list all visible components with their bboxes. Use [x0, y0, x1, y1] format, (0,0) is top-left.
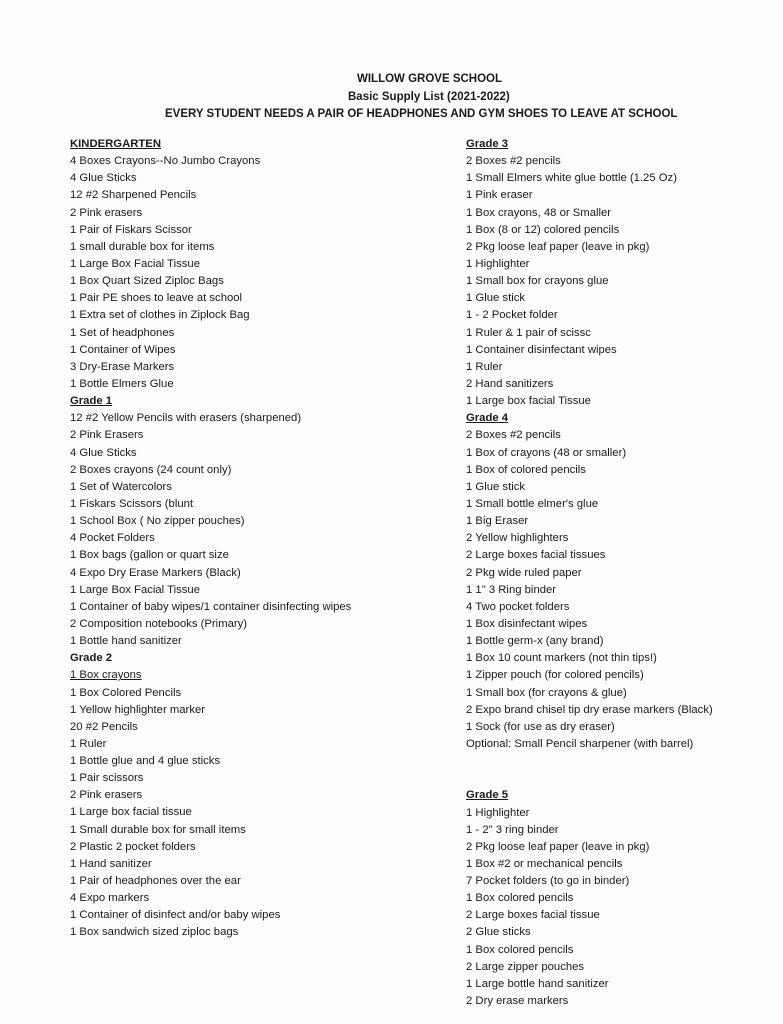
- list-item: 2 Boxes crayons (24 count only): [70, 463, 232, 476]
- list-item: 1 Container of Wipes: [70, 343, 176, 356]
- list-item: 1 - 2" 3 ring binder: [466, 823, 559, 836]
- list-item: 4 Pocket Folders: [70, 532, 155, 545]
- list-item: 1 Ruler: [70, 737, 107, 750]
- list-item: 1 Ruler: [466, 360, 503, 373]
- list-item: 1 Set of headphones: [70, 326, 175, 339]
- list-item: 1 Small durable box for small items: [70, 823, 246, 836]
- list-item: 1 - 2 Pocket folder: [466, 309, 558, 322]
- list-item: 1 Container of disinfect and/or baby wipes: [70, 909, 281, 922]
- list-item: 1 Box #2 or mechanical pencils: [466, 857, 623, 870]
- section-title-grade5: Grade 5: [466, 789, 509, 802]
- school-name: WILLOW GROVE SCHOOL: [357, 73, 503, 85]
- list-item: 1 Box crayons, 48 or Smaller: [466, 206, 612, 219]
- headphones-note: EVERY STUDENT NEEDS A PAIR OF HEADPHONES AND GYM SHOES TO LEAVE AT SCHOOL: [165, 108, 678, 120]
- list-item: 1 Box of colored pencils: [466, 463, 586, 476]
- list-item: 1 Big Eraser: [466, 515, 529, 528]
- section-title-grade1: Grade 1: [70, 395, 113, 408]
- list-item: 1 Bottle Elmers Glue: [70, 377, 174, 390]
- list-item: 1 Pair of headphones over the ear: [70, 875, 241, 888]
- list-item: 2 Pkg wide ruled paper: [466, 566, 582, 579]
- list-item: 2 Pink Erasers: [70, 429, 144, 442]
- list-subtitle: Basic Supply List (2021-2022): [348, 91, 510, 103]
- list-item: 1 small durable box for items: [70, 240, 215, 253]
- list-item: 1 Large bottle hand sanitizer: [466, 977, 609, 990]
- list-item: 2 Pkg loose leaf paper (leave in pkg): [466, 240, 650, 253]
- list-item: 20 #2 Pencils: [70, 720, 138, 733]
- grade1-list: [70, 410, 450, 650]
- list-item: 1 Box crayons: [70, 669, 142, 682]
- list-item: 1 Fiskars Scissors (blunt: [70, 497, 194, 510]
- list-item: 3 Dry-Erase Markers: [70, 360, 175, 373]
- list-item: 1 Zipper pouch (for colored pencils): [466, 669, 644, 682]
- list-item: 2 Pkg loose leaf paper (leave in pkg): [466, 840, 650, 853]
- list-item: Optional: Small Pencil sharpener (with barrel): [466, 737, 694, 750]
- list-item: 1 Box bags (gallon or quart size: [70, 549, 229, 562]
- list-item: 1 Extra set of clothes in Ziplock Bag: [70, 309, 250, 322]
- list-item: 1 Large box facial tissue: [70, 806, 192, 819]
- list-item: 1 Sock (for use as dry eraser): [466, 720, 615, 733]
- list-item: 1 Set of Watercolors: [70, 480, 172, 493]
- list-item: 1 School Box ( No zipper pouches): [70, 515, 245, 528]
- section-title-grade4: Grade 4: [466, 412, 509, 425]
- list-item: 4 Two pocket folders: [466, 600, 570, 613]
- list-item: 1 Bottle glue and 4 glue sticks: [70, 755, 221, 768]
- list-item: 4 Expo markers: [70, 892, 150, 905]
- list-item: 2 Plastic 2 pocket folders: [70, 840, 196, 853]
- grade3-list: [466, 153, 776, 410]
- list-item: 2 Composition notebooks (Primary): [70, 617, 248, 630]
- right-column: [466, 136, 776, 1010]
- list-item: 4 Expo Dry Erase Markers (Black): [70, 566, 241, 579]
- list-item: 2 Expo brand chisel tip dry erase markers (Black): [466, 703, 713, 716]
- list-item: 1 Hand sanitizer: [70, 857, 152, 870]
- section-title-kindergarten: KINDERGARTEN: [70, 138, 162, 150]
- list-item: 1 Bottle hand sanitizer: [70, 635, 182, 648]
- list-item: 2 Pink erasers: [70, 206, 143, 219]
- list-item: 1 Pair PE shoes to leave at school: [70, 292, 243, 305]
- list-item: 1 Large Box Facial Tissue: [70, 257, 200, 270]
- list-item: 1 Box sandwich sized ziploc bags: [70, 926, 239, 939]
- list-item: 4 Glue Sticks: [70, 446, 137, 459]
- list-item: 2 Dry erase markers: [466, 995, 569, 1008]
- list-item: 1 Container disinfectant wipes: [466, 343, 617, 356]
- list-item: 12 #2 Sharpened Pencils: [70, 189, 197, 202]
- list-item: 1 Box colored pencils: [466, 892, 574, 905]
- grade2-list: [70, 685, 450, 942]
- grade4-list: [466, 427, 776, 753]
- list-item: 1 Highlighter: [466, 257, 530, 270]
- list-item: 1 Box disinfectant wipes: [466, 617, 588, 630]
- list-item: 1 Small Elmers white glue bottle (1.25 Oz): [466, 172, 677, 185]
- list-item: 1 Pair of Fiskars Scissor: [70, 223, 192, 236]
- list-item: 1 Container of baby wipes/1 container disinfecting wipes: [70, 600, 352, 613]
- list-item: 2 Glue sticks: [466, 926, 531, 939]
- list-item: 1 Box of crayons (48 or smaller): [466, 446, 627, 459]
- list-item: 1 Small box for crayons glue: [466, 275, 609, 288]
- list-item: 2 Boxes #2 pencils: [466, 155, 561, 168]
- list-item: 2 Boxes #2 pencils: [466, 429, 561, 442]
- list-item: 1 Box Colored Pencils: [70, 686, 182, 699]
- list-item: 1 Glue stick: [466, 480, 526, 493]
- list-item: 1 Box colored pencils: [466, 943, 574, 956]
- list-item: 12 #2 Yellow Pencils with erasers (sharpened): [70, 412, 302, 425]
- left-column: [70, 136, 450, 942]
- list-item: 1 Yellow highlighter marker: [70, 703, 206, 716]
- grade5-list: [466, 805, 776, 1011]
- list-item: 1 Box 10 count markers (not thin tips!): [466, 652, 657, 665]
- list-item: 1 Pair scissors: [70, 772, 144, 785]
- list-item: 1 Highlighter: [466, 806, 530, 819]
- section-title-grade3: Grade 3: [466, 138, 509, 150]
- list-item: 2 Hand sanitizers: [466, 377, 554, 390]
- list-item: 1 Pink eraser: [466, 189, 533, 202]
- list-item: 2 Yellow highlighters: [466, 532, 569, 545]
- list-item: 4 Boxes Crayons--No Jumbo Crayons: [70, 155, 261, 168]
- list-item: 1 Bottle germ-x (any brand): [466, 635, 604, 648]
- section-title-grade2: Grade 2: [70, 652, 113, 665]
- list-item: 1 Ruler & 1 pair of scissc: [466, 326, 591, 339]
- section-spacer: [466, 753, 776, 787]
- list-item: 1 Box (8 or 12) colored pencils: [466, 223, 620, 236]
- list-item: 1 1" 3 Ring binder: [466, 583, 557, 596]
- kindergarten-list: [70, 153, 450, 393]
- list-item: 4 Glue Sticks: [70, 172, 137, 185]
- list-item: 2 Large boxes facial tissue: [466, 909, 600, 922]
- list-item: 1 Large Box Facial Tissue: [70, 583, 200, 596]
- list-item: 2 Large boxes facial tissues: [466, 549, 606, 562]
- list-item: 1 Glue stick: [466, 292, 526, 305]
- list-item: 2 Large zipper pouches: [466, 960, 585, 973]
- list-item: 1 Large box facial Tissue: [466, 395, 591, 408]
- list-item: 1 Box Quart Sized Ziploc Bags: [70, 275, 224, 288]
- list-item: 2 Pink erasers: [70, 789, 143, 802]
- list-item: 7 Pocket folders (to go in binder): [466, 875, 630, 888]
- list-item: 1 Small box (for crayons & glue): [466, 686, 627, 699]
- list-item: 1 Small bottle elmer's glue: [466, 497, 599, 510]
